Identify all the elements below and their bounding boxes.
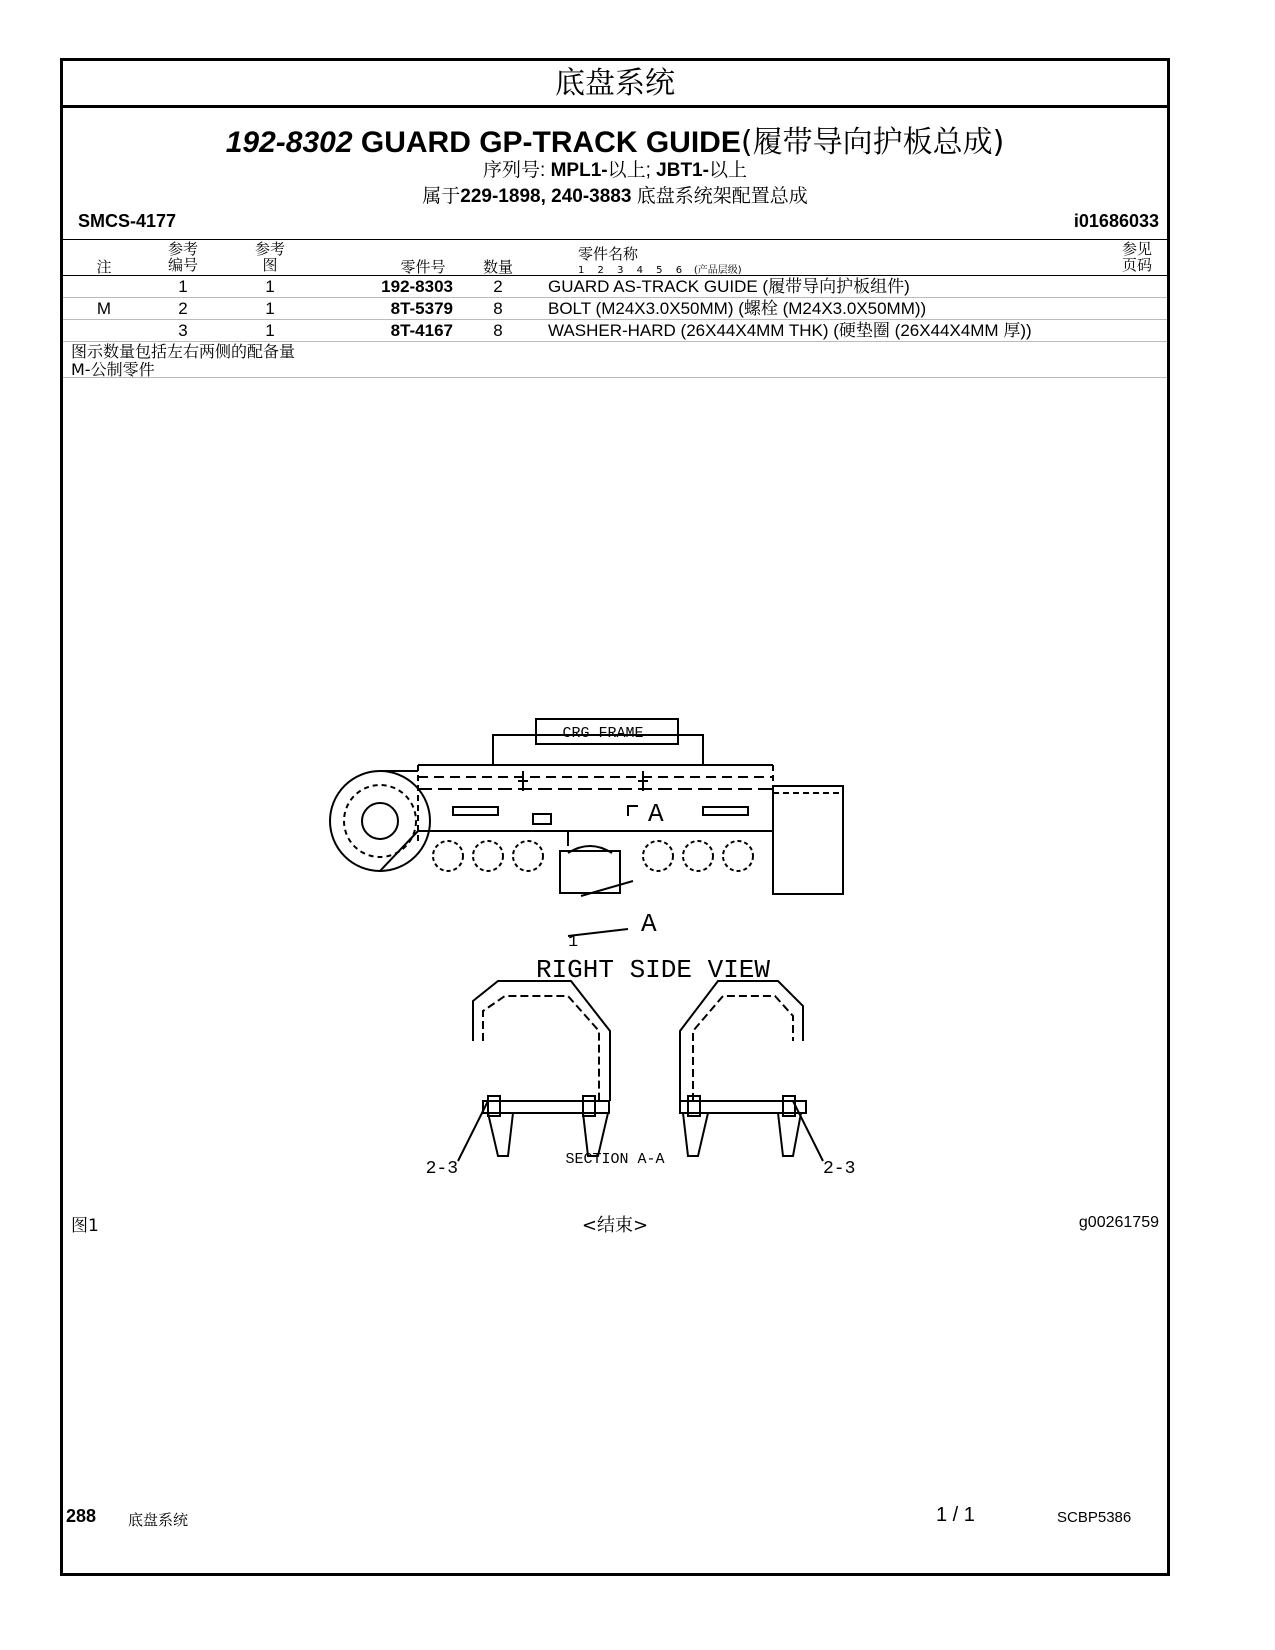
- level-note: (产品层级): [693, 265, 742, 276]
- parts-diagram: [323, 711, 923, 1181]
- col-header-name: 零件名称: [578, 245, 639, 263]
- belongs-parts: 229-1898, 240-3883: [460, 186, 632, 207]
- header-divider: [63, 239, 1167, 240]
- graphic-id: g00261759: [1078, 1214, 1159, 1231]
- serial-prefix-1: MPL1-: [550, 160, 608, 181]
- cell-qty: 8: [493, 321, 503, 340]
- note-quantity: 图示数量包括左右两侧的配备量: [71, 342, 296, 361]
- callout-left: 2-3: [425, 1159, 458, 1179]
- col-header-ref-line2: 编号: [167, 256, 198, 274]
- section-title: 底盘系统: [63, 61, 1167, 108]
- col-header-see-page: [1117, 241, 1157, 273]
- title-english: GUARD GP-TRACK GUIDE: [360, 126, 741, 159]
- footer-section: 底盘系统: [128, 1511, 189, 1529]
- cell-description: GUARD AS-TRACK GUIDE (履带导向护板组件): [548, 277, 910, 296]
- notes-divider: [63, 377, 1167, 378]
- figure-label: 图1: [71, 1216, 99, 1236]
- table-row: [63, 298, 1167, 320]
- section-marker-top: A: [648, 799, 664, 829]
- view-title: RIGHT SIDE VIEW: [535, 955, 771, 985]
- section-aa-label: SECTION A-A: [565, 1151, 665, 1168]
- col-header-levels: [578, 261, 742, 276]
- table-notes: [71, 343, 295, 379]
- footer-page-count: 1 / 1: [936, 1504, 975, 1526]
- cell-ref: 1: [178, 277, 188, 296]
- col-header-see-page-line2: 页码: [1121, 256, 1152, 274]
- page-frame: [60, 58, 1170, 1576]
- table-row: [63, 320, 1167, 342]
- illustration-id: i01686033: [1073, 211, 1159, 231]
- cell-part-number[interactable]: 8T-5379: [390, 299, 453, 318]
- belongs-to: [63, 181, 1167, 208]
- cell-description: BOLT (M24X3.0X50MM) (螺栓 (M24X3.0X50MM)): [548, 299, 927, 318]
- cell-ref: 2: [178, 299, 188, 318]
- cell-fig: 1: [265, 321, 275, 340]
- belongs-suffix: 底盘系统架配置总成: [636, 186, 808, 207]
- cell-ref: 3: [178, 321, 188, 340]
- title-part-number: 192-8302: [225, 126, 353, 159]
- frame-label: CRG FRAME: [562, 725, 644, 742]
- smcs-code: SMCS-4177: [78, 211, 177, 231]
- col-header-ref: [163, 241, 203, 273]
- serial-suffix-2: 以上: [708, 160, 747, 181]
- level-numbers: 1 2 3 4 5 6: [578, 265, 688, 276]
- note-metric: M-公制零件: [71, 360, 155, 379]
- cell-fig: 1: [265, 299, 275, 318]
- cell-note: M: [96, 299, 112, 318]
- col-header-fig: [250, 241, 290, 273]
- section-marker-bottom: A: [641, 909, 657, 939]
- col-header-fig-line2: 图: [262, 256, 278, 274]
- serial-label: 序列号:: [483, 160, 546, 181]
- cell-fig: 1: [265, 277, 275, 296]
- cell-qty: 8: [493, 299, 503, 318]
- cell-qty: 2: [493, 277, 503, 296]
- col-header-qty: 数量: [482, 258, 513, 276]
- serial-suffix-1: 以上;: [607, 160, 651, 181]
- cell-part-number[interactable]: 192-8303: [381, 277, 453, 296]
- callout-right: 2-3: [823, 1159, 856, 1179]
- callout-1: 1: [568, 933, 579, 952]
- figure-end: <结束>: [581, 1215, 649, 1236]
- col-header-part-no: 零件号: [400, 258, 446, 276]
- title-chinese: (履带导向护板总成): [740, 125, 1005, 160]
- serial-numbers: [63, 155, 1167, 182]
- serial-prefix-2: JBT1-: [656, 160, 709, 181]
- col-header-ref-line1: 参考: [167, 240, 198, 258]
- belongs-prefix: 属于: [422, 186, 461, 207]
- cell-part-number[interactable]: 8T-4167: [390, 321, 453, 340]
- footer-document-id: SCBP5386: [1057, 1509, 1132, 1526]
- table-row: [63, 276, 1167, 298]
- col-header-note: 注: [96, 258, 112, 276]
- cell-description: WASHER-HARD (26X44X4MM THK) (硬垫圈 (26X44X4MM 厚)): [548, 321, 1032, 340]
- footer-page-number: 288: [66, 1506, 97, 1526]
- col-header-fig-line1: 参考: [254, 240, 285, 258]
- col-header-see-page-line1: 参见: [1121, 240, 1152, 258]
